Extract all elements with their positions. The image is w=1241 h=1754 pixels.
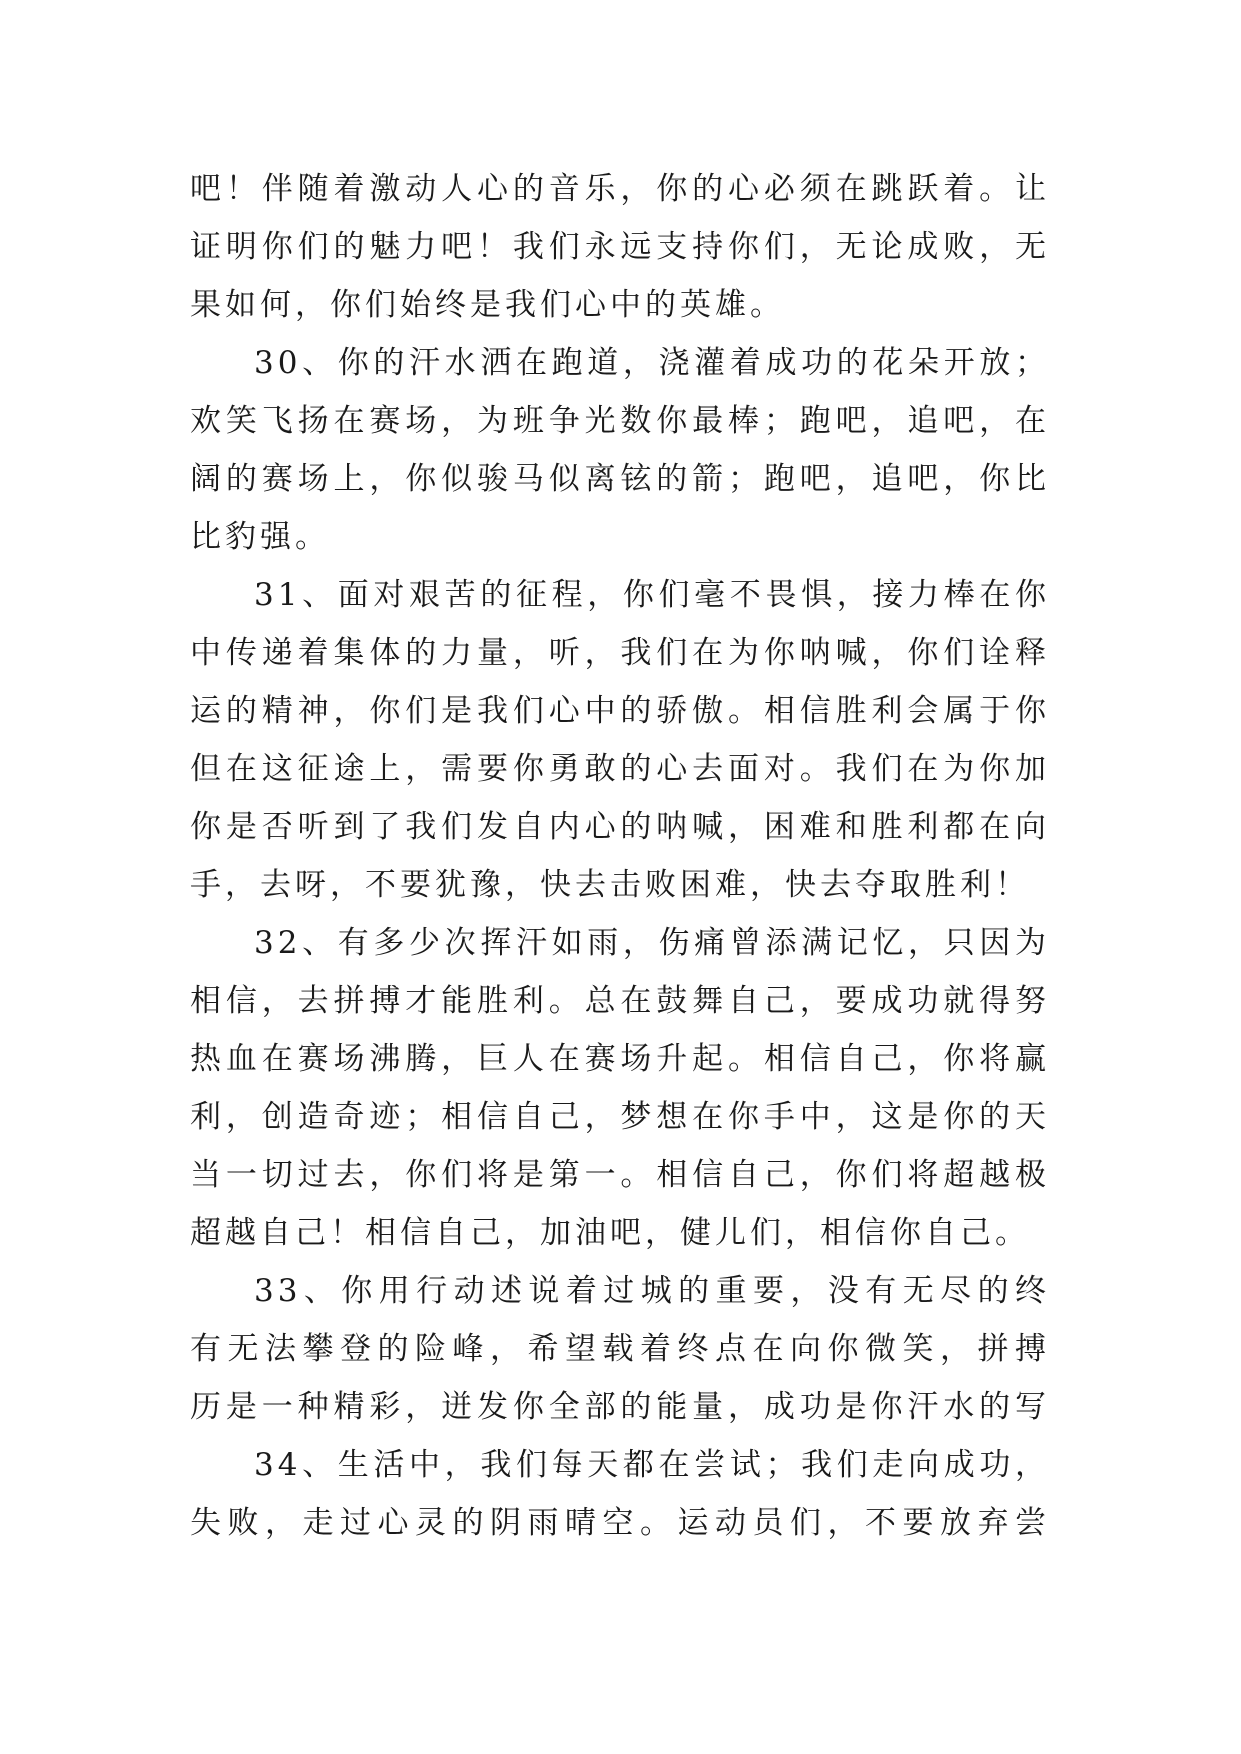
text-line: 历是一种精彩，迸发你全部的能量，成功是你汗水的写 <box>190 1389 1050 1425</box>
text-line: 热血在赛场沸腾，巨人在赛场升起。相信自己，你将赢 <box>190 1041 1050 1077</box>
text-line: 手，去呀，不要犹豫，快去击败困难，快去夺取胜利！ <box>190 867 1030 903</box>
text-line: 但在这征途上，需要你勇敢的心去面对。我们在为你加 <box>190 751 1050 787</box>
text-line: 30、你的汗水洒在跑道，浇灌着成功的花朵开放； <box>254 345 1050 381</box>
document-body <box>190 160 1050 1552</box>
paragraph <box>190 1262 1050 1436</box>
text-line: 有无法攀登的险峰，希望载着终点在向你微笑，拼搏 <box>190 1331 1050 1367</box>
text-line: 证明你们的魅力吧！我们永远支持你们，无论成败，无 <box>190 229 1050 265</box>
text-line: 你是否听到了我们发自内心的呐喊，困难和胜利都在向 <box>190 809 1050 845</box>
text-line: 中传递着集体的力量，听，我们在为你呐喊，你们诠释 <box>190 635 1050 671</box>
text-line: 32、有多少次挥汗如雨，伤痛曾添满记忆，只因为 <box>254 925 1050 961</box>
paragraph <box>190 334 1050 566</box>
text-line: 吧！伴随着激动人心的音乐，你的心必须在跳跃着。让 <box>190 171 1050 207</box>
paragraph <box>190 566 1050 914</box>
text-line: 失败，走过心灵的阴雨晴空。运动员们，不要放弃尝 <box>190 1505 1050 1541</box>
text-line: 果如何，你们始终是我们心中的英雄。 <box>190 287 785 323</box>
text-line: 31、面对艰苦的征程，你们毫不畏惧，接力棒在你 <box>254 577 1050 613</box>
text-line: 利，创造奇迹；相信自己，梦想在你手中，这是你的天 <box>190 1099 1050 1135</box>
text-line: 阔的赛场上，你似骏马似离铉的箭；跑吧，追吧，你比 <box>190 461 1050 497</box>
text-line: 欢笑飞扬在赛场，为班争光数你最棒；跑吧，追吧，在 <box>190 403 1050 439</box>
paragraph <box>190 914 1050 1262</box>
text-line: 超越自己！相信自己，加油吧，健儿们，相信你自己。 <box>190 1215 1030 1251</box>
text-line: 33、你用行动述说着过城的重要，没有无尽的终 <box>254 1273 1050 1309</box>
text-line: 运的精神，你们是我们心中的骄傲。相信胜利会属于你 <box>190 693 1050 729</box>
paragraph <box>190 160 1050 334</box>
text-line: 34、生活中，我们每天都在尝试；我们走向成功， <box>254 1447 1050 1483</box>
text-line: 当一切过去，你们将是第一。相信自己，你们将超越极 <box>190 1157 1050 1193</box>
text-line: 比豹强。 <box>190 519 330 555</box>
text-line: 相信，去拼搏才能胜利。总在鼓舞自己，要成功就得努 <box>190 983 1050 1019</box>
paragraph <box>190 1436 1050 1552</box>
